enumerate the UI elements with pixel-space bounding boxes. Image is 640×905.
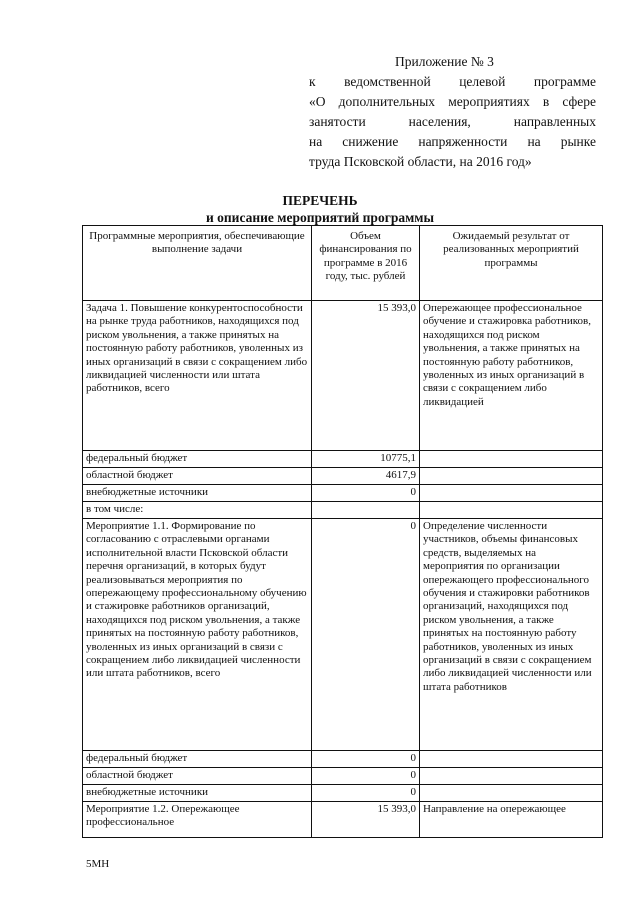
amount-cell: 0 bbox=[312, 751, 420, 768]
table-row bbox=[83, 802, 603, 838]
amount-cell: 0 bbox=[312, 519, 420, 751]
result-cell bbox=[420, 751, 603, 768]
table-row bbox=[83, 502, 603, 519]
appendix-line-last: труда Псковской области, на 2016 год» bbox=[309, 154, 532, 169]
activity-cell: в том числе: bbox=[83, 502, 312, 519]
result-cell bbox=[420, 502, 603, 519]
amount-cell: 10775,1 bbox=[312, 451, 420, 468]
amount-cell: 15 393,0 bbox=[312, 802, 420, 838]
header-activities: Программные мероприятия, обеспечивающие выполнение задачи bbox=[83, 226, 312, 301]
result-cell bbox=[420, 451, 603, 468]
activity-cell: федеральный бюджет bbox=[83, 451, 312, 468]
activity-cell: Мероприятие 1.1. Формирование по согласованию с отраслевыми органами исполнительной власти Псковской области перечня организаций, в которых будут реализовываться мероприятия по опережающему профессиональному обучению и стажировке работников организаций, находящихся под риском увольнения, а также принятых на постоянную работу работников, уволенных из иных организаций в связи с сокращением либо ликвидацией численности или штата работников, всего bbox=[83, 519, 312, 751]
activities-table bbox=[82, 225, 603, 838]
activity-cell: областной бюджет bbox=[83, 768, 312, 785]
appendix-title: Приложение № 3 bbox=[395, 54, 494, 69]
activity-cell: внебюджетные источники bbox=[83, 485, 312, 502]
appendix-line: на снижение напряженности на рынке bbox=[309, 134, 596, 149]
activity-cell: федеральный бюджет bbox=[83, 751, 312, 768]
appendix-line: «О дополнительных мероприятиях в сфере bbox=[309, 94, 596, 109]
amount-cell: 0 bbox=[312, 485, 420, 502]
table-row bbox=[83, 519, 603, 751]
result-cell bbox=[420, 768, 603, 785]
header-expected-result: Ожидаемый результат от реализованных мероприятий программы bbox=[420, 226, 603, 301]
header-funding: Объем финансирования по программе в 2016 году, тыс. рублей bbox=[312, 226, 420, 301]
amount-cell: 0 bbox=[312, 785, 420, 802]
result-cell: Направление на опережающее bbox=[420, 802, 603, 838]
table-row bbox=[83, 468, 603, 485]
activity-cell: Мероприятие 1.2. Опережающее профессиональное bbox=[83, 802, 312, 838]
activity-cell: внебюджетные источники bbox=[83, 785, 312, 802]
result-cell bbox=[420, 468, 603, 485]
amount-cell: 0 bbox=[312, 768, 420, 785]
document-heading: ПЕРЕЧЕНЬ bbox=[282, 193, 358, 208]
activity-cell: Задача 1. Повышение конкурентоспособности на рынке труда работников, находящихся под риском увольнения, а также принятых на постоянную работу работников, уволенных из иных организаций в связи с сокращением либо ликвидацией численности или штата работников, всего bbox=[83, 301, 312, 451]
amount-cell: 15 393,0 bbox=[312, 301, 420, 451]
amount-cell bbox=[312, 502, 420, 519]
table-row bbox=[83, 301, 603, 451]
page-footer-code: 5МН bbox=[86, 858, 110, 870]
appendix-body bbox=[309, 72, 596, 172]
document-subheading: и описание мероприятий программы bbox=[205, 210, 435, 225]
appendix-note bbox=[309, 52, 596, 172]
activity-cell: областной бюджет bbox=[83, 468, 312, 485]
appendix-line: занятости населения, направленных bbox=[309, 114, 596, 129]
appendix-line: к ведомственной целевой программе bbox=[309, 74, 596, 89]
result-cell: Опережающее профессиональное обучение и стажировка работников, находящихся под риском увольнения, а также принятых на постоянную работу работников, уволенных из иных организаций в связи с сокращением либо ликвидацией bbox=[420, 301, 603, 451]
table-header-row bbox=[83, 226, 603, 301]
table-row bbox=[83, 768, 603, 785]
result-cell bbox=[420, 785, 603, 802]
result-cell: Определение численности участников, объемы финансовых средств, выделяемых на мероприятия по организации опережающего профессионального обучения и стажировки работников организаций, находящихся под риском увольнения, а также принятых на постоянную работу работников, уволенных из иных организаций в связи с сокращением либо ликвидацией численности или штата работников bbox=[420, 519, 603, 751]
result-cell bbox=[420, 485, 603, 502]
table-row bbox=[83, 451, 603, 468]
table-row bbox=[83, 785, 603, 802]
table-row bbox=[83, 751, 603, 768]
amount-cell: 4617,9 bbox=[312, 468, 420, 485]
table-row bbox=[83, 485, 603, 502]
